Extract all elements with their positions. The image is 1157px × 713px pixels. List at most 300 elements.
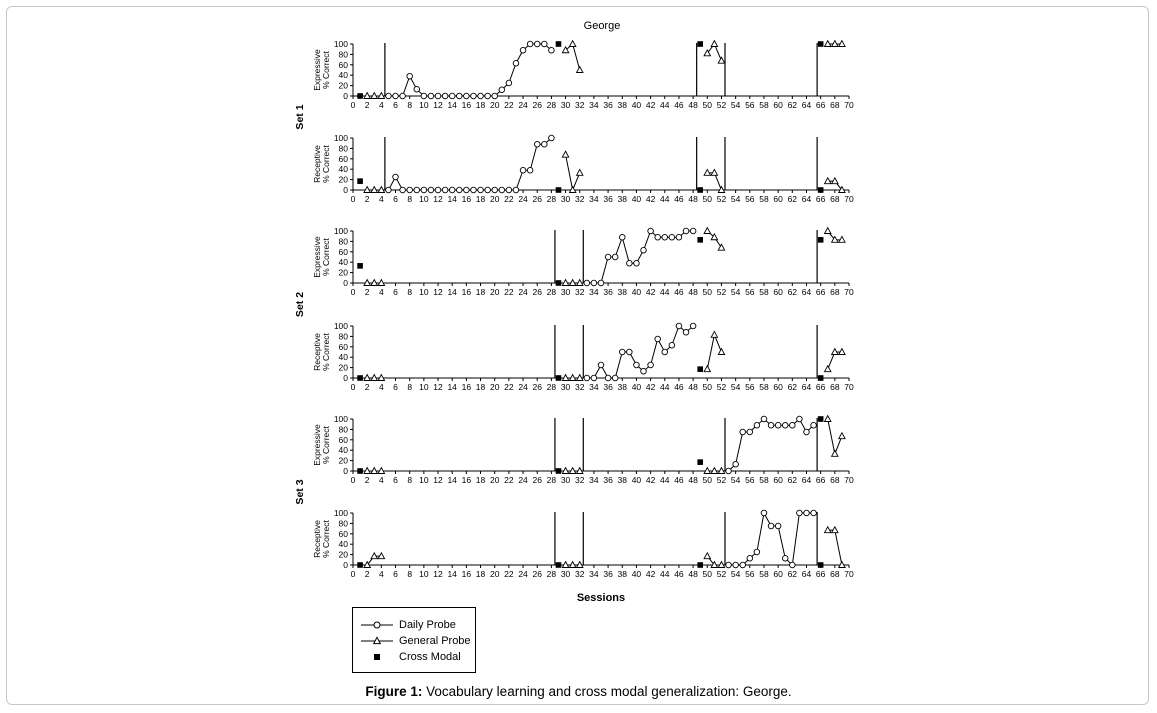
x-tick-label: 34 [589,287,599,297]
x-tick-label: 56 [745,194,755,204]
x-tick-label: 54 [730,194,741,204]
x-tick-label: 40 [631,475,642,485]
daily-probe-point [733,461,739,467]
x-tick-label: 38 [617,382,627,392]
x-tick-label: 24 [518,100,528,110]
cross-modal-point [818,375,824,381]
legend-label: Cross Modal [399,651,461,663]
y-axis-label: Expressive [312,424,322,466]
x-tick-label: 60 [773,475,783,485]
x-tick-label: 32 [575,475,585,485]
x-tick-label: 56 [745,382,755,392]
cross-modal-point [556,187,562,193]
y-tick-label: 40 [338,257,348,268]
daily-probe-point [627,349,633,355]
x-tick-label: 4 [378,382,384,392]
x-tick-label: 62 [787,475,798,485]
daily-probe-point [492,93,498,99]
x-tick-label: 26 [532,475,542,485]
x-tick-label: 68 [830,194,840,204]
cross-modal-point [556,41,562,47]
panel-2 [312,133,854,204]
x-tick-label: 18 [475,569,486,579]
daily-probe-point [584,280,590,286]
x-tick-label: 2 [364,287,370,297]
x-tick-label: 60 [773,382,783,392]
daily-probe-point [747,429,753,435]
daily-probe-point [471,93,477,99]
daily-probe-point [804,429,810,435]
x-tick-label: 30 [560,569,571,579]
x-tick-label: 8 [407,287,413,297]
y-axis-label: % Correct [321,333,331,371]
x-tick-label: 20 [489,194,500,204]
legend-label: General Probe [399,635,471,647]
x-tick-label: 18 [475,475,486,485]
x-tick-label: 70 [844,100,854,110]
x-tick-label: 52 [716,475,727,485]
x-tick-label: 58 [759,569,769,579]
y-tick-label: 20 [338,80,348,91]
x-tick-label: 6 [393,475,398,485]
x-tick-label: 54 [730,287,741,297]
x-tick-label: 10 [419,287,429,297]
daily-probe-point [634,362,640,368]
daily-probe-point [414,86,420,92]
daily-probe-point [534,141,540,147]
panel-3 [312,226,854,297]
x-tick-label: 20 [489,569,500,579]
daily-probe-point [478,187,484,193]
daily-probe-point [485,187,491,193]
y-axis-label: % Correct [321,51,331,89]
x-tick-label: 32 [575,194,585,204]
daily-probe-point [442,93,448,99]
x-tick-label: 18 [475,100,486,110]
general-probe-point [569,41,575,47]
x-tick-label: 38 [617,475,627,485]
x-tick-label: 2 [364,382,370,392]
x-tick-label: 32 [575,569,585,579]
cross-modal-point [357,468,363,474]
daily-probe-point [421,93,427,99]
cross-modal-point [697,237,703,243]
daily-probe-point [676,323,682,329]
x-tick-label: 48 [688,287,698,297]
x-tick-label: 64 [801,287,812,297]
x-tick-label: 56 [745,287,755,297]
cross-modal-point [818,416,824,422]
general-probe-point [839,433,845,439]
x-tick-label: 46 [674,475,684,485]
x-tick-label: 6 [393,569,398,579]
general-probe-point [704,366,710,372]
x-tick-label: 34 [589,100,599,110]
x-tick-label: 26 [532,194,542,204]
x-tick-label: 44 [660,194,670,204]
daily-probe-point [612,375,618,381]
daily-probe-point [790,422,796,428]
daily-probe-point [641,368,647,374]
cross-modal-point [357,178,363,184]
series-line [729,513,814,565]
general-probe-point [577,169,583,175]
daily-probe-point [527,41,533,47]
x-tick-label: 34 [589,194,599,204]
x-tick-label: 10 [419,569,429,579]
daily-probe-point [471,187,477,193]
daily-probe-point [386,93,392,99]
x-tick-label: 22 [504,569,514,579]
x-tick-label: 38 [617,194,627,204]
daily-probe-point [400,93,406,99]
daily-probe-point [513,187,519,193]
x-tick-label: 50 [702,100,713,110]
cross-modal-point [697,562,703,568]
daily-probe-point [456,93,462,99]
x-tick-label: 24 [518,475,528,485]
daily-probe-point [492,187,498,193]
x-tick-label: 20 [489,475,500,485]
daily-probe-point [648,362,654,368]
x-tick-label: 28 [546,475,557,485]
x-tick-label: 58 [759,382,769,392]
x-tick-label: 62 [787,569,798,579]
x-tick-label: 40 [631,100,642,110]
x-tick-label: 62 [787,382,798,392]
daily-probe-point [549,135,555,141]
daily-probe-point [669,234,675,240]
y-tick-label: 80 [338,236,348,247]
x-tick-label: 14 [447,194,457,204]
x-tick-label: 64 [801,100,812,110]
x-tick-label: 0 [350,194,356,204]
x-tick-label: 42 [645,569,656,579]
x-tick-label: 44 [660,100,670,110]
x-tick-label: 66 [815,100,826,110]
x-tick-label: 50 [702,382,713,392]
daily-probe-point [478,93,484,99]
x-tick-label: 12 [433,475,443,485]
x-tick-label: 42 [645,382,656,392]
daily-probe-point [683,329,689,335]
x-tick-label: 46 [674,569,684,579]
y-tick-label: 0 [343,91,348,101]
y-tick-label: 0 [343,373,348,383]
x-tick-label: 68 [830,569,840,579]
y-axis-label: Expressive [312,236,322,278]
cross-modal-point [357,263,363,269]
daily-probe-point [648,228,654,234]
x-tick-label: 26 [532,100,542,110]
daily-probe-point [627,260,633,266]
y-tick-label: 100 [333,226,348,236]
y-tick-label: 40 [338,539,348,550]
series-line [566,44,580,70]
daily-probe-point [775,422,781,428]
daily-probe-point [527,167,533,173]
x-tick-label: 46 [674,194,684,204]
daily-probe-point [747,555,753,561]
daily-probe-point [790,562,796,568]
x-tick-label: 14 [447,382,457,392]
x-tick-label: 24 [518,382,528,392]
x-tick-label: 6 [393,194,398,204]
x-tick-label: 70 [844,194,854,204]
x-tick-label: 10 [419,475,429,485]
y-tick-label: 100 [333,321,348,331]
daily-probe-point [421,187,427,193]
x-tick-label: 8 [407,100,413,110]
cross-modal-point [697,459,703,465]
x-tick-label: 8 [407,382,413,392]
x-tick-label: 34 [589,475,599,485]
x-tick-label: 66 [815,287,826,297]
x-tick-label: 52 [716,287,727,297]
y-axis-label: Expressive [312,49,322,91]
daily-probe-point [542,41,548,47]
daily-probe-point [782,422,788,428]
cross-modal-point [556,468,562,474]
set-label-3: Set 3 [294,479,306,505]
daily-probe-point [612,254,618,260]
x-tick-label: 64 [801,569,812,579]
daily-probe-point [386,187,392,193]
general-probe-point [718,349,724,355]
daily-probe-point [464,93,470,99]
x-tick-label: 66 [815,194,826,204]
daily-probe-point [726,562,732,568]
x-tick-label: 48 [688,382,698,392]
cross-modal-point [697,366,703,372]
x-tick-label: 16 [461,475,472,485]
x-tick-label: 32 [575,100,585,110]
daily-probe-point [662,234,668,240]
x-tick-label: 10 [419,100,429,110]
x-tick-label: 34 [589,382,599,392]
y-tick-label: 40 [338,352,348,363]
y-tick-label: 80 [338,518,348,529]
x-tick-label: 36 [603,194,613,204]
general-probe-point [718,57,724,63]
cross-modal-point [357,93,363,99]
legend-item-general-probe [361,634,471,648]
x-tick-label: 18 [475,194,486,204]
x-tick-label: 28 [546,382,557,392]
x-tick-label: 26 [532,382,542,392]
x-tick-label: 50 [702,194,713,204]
x-tick-label: 48 [688,100,698,110]
x-tick-label: 10 [419,382,429,392]
x-tick-label: 42 [645,287,656,297]
legend [352,607,476,673]
x-tick-label: 42 [645,100,656,110]
daily-probe-point [449,187,455,193]
x-tick-label: 40 [631,569,642,579]
daily-probe-point [534,41,540,47]
x-tick-label: 8 [407,475,413,485]
daily-probe-point [655,234,661,240]
x-tick-label: 70 [844,475,854,485]
series-line [587,326,693,378]
daily-probe-point [733,562,739,568]
daily-probe-point [605,254,611,260]
daily-probe-point [584,375,590,381]
caption-label: Figure 1: [365,684,423,699]
x-tick-label: 16 [461,382,472,392]
x-tick-label: 68 [830,287,840,297]
daily-probe-point [669,342,675,348]
x-tick-label: 24 [518,287,528,297]
x-tick-label: 52 [716,194,727,204]
x-tick-label: 26 [532,287,542,297]
daily-probe-point [499,187,505,193]
x-tick-label: 30 [560,100,571,110]
daily-probe-point [782,555,788,561]
daily-probe-point [464,187,470,193]
daily-probe-point [662,349,668,355]
x-tick-label: 50 [702,475,713,485]
x-tick-label: 40 [631,194,642,204]
x-tick-label: 68 [830,382,840,392]
daily-probe-point [768,422,774,428]
x-tick-label: 36 [603,100,613,110]
x-tick-label: 16 [461,569,472,579]
x-tick-label: 44 [660,382,670,392]
y-tick-label: 80 [338,143,348,154]
x-tick-label: 54 [730,475,741,485]
x-tick-label: 70 [844,287,854,297]
x-tick-label: 4 [378,475,384,485]
x-tick-label: 36 [603,287,613,297]
x-tick-label: 62 [787,287,798,297]
x-tick-label: 0 [350,382,356,392]
series-line [388,44,551,96]
daily-probe-point [442,187,448,193]
cross-modal-point [818,187,824,193]
x-tick-label: 6 [393,287,398,297]
x-tick-label: 56 [745,569,755,579]
x-tick-label: 2 [364,100,370,110]
daily-probe-point [811,510,817,516]
general-probe-point [577,67,583,73]
x-tick-label: 48 [688,475,698,485]
x-tick-label: 42 [645,194,656,204]
y-tick-label: 20 [338,267,348,278]
x-tick-label: 58 [759,475,769,485]
legend-item-daily-probe [361,618,456,632]
triangle-marker-icon [361,635,393,647]
x-tick-label: 66 [815,569,826,579]
daily-probe-point [393,93,399,99]
x-tick-label: 4 [378,569,384,579]
daily-probe-point [754,422,760,428]
legend-item-cross-modal [361,650,461,664]
general-probe-point [832,450,838,456]
daily-probe-point [407,187,413,193]
y-tick-label: 60 [338,59,348,70]
y-tick-label: 40 [338,70,348,81]
y-tick-label: 80 [338,49,348,60]
x-tick-label: 48 [688,194,698,204]
y-axis-label: Receptive [312,520,322,558]
daily-probe-point [740,562,746,568]
x-tick-label: 50 [702,569,713,579]
x-tick-label: 54 [730,382,741,392]
panel-6 [312,508,854,579]
x-tick-label: 60 [773,569,783,579]
daily-probe-point [740,429,746,435]
y-tick-label: 60 [338,246,348,257]
chart-panels [312,39,854,579]
general-probe-point [711,41,717,47]
x-tick-label: 56 [745,475,755,485]
x-tick-label: 54 [730,100,741,110]
x-tick-label: 62 [787,194,798,204]
x-tick-label: 22 [504,475,514,485]
x-tick-label: 32 [575,287,585,297]
x-tick-label: 58 [759,287,769,297]
x-tick-label: 22 [504,100,514,110]
x-tick-label: 62 [787,100,798,110]
x-tick-label: 56 [745,100,755,110]
y-tick-label: 0 [343,278,348,288]
square-marker-icon [361,651,393,663]
y-tick-label: 20 [338,174,348,185]
x-tick-label: 24 [518,194,528,204]
daily-probe-point [549,47,555,53]
x-tick-label: 50 [702,287,713,297]
daily-probe-point [683,228,689,234]
figure-caption [0,684,1157,699]
x-tick-label: 34 [589,569,599,579]
daily-probe-point [407,73,413,79]
x-tick-label: 52 [716,382,727,392]
x-tick-label: 52 [716,100,727,110]
x-tick-label: 70 [844,382,854,392]
x-tick-label: 66 [815,382,826,392]
general-probe-point [562,151,568,157]
daily-probe-point [506,187,512,193]
y-axis-label: % Correct [321,238,331,276]
x-tick-label: 24 [518,569,528,579]
caption-text: Vocabulary learning and cross modal generalization: George. [426,684,792,699]
x-tick-label: 32 [575,382,585,392]
x-tick-label: 42 [645,475,656,485]
x-tick-label: 2 [364,475,370,485]
x-tick-label: 2 [364,569,370,579]
x-tick-label: 44 [660,569,670,579]
x-tick-label: 28 [546,287,557,297]
general-probe-point [825,416,831,422]
general-probe-point [704,553,710,559]
x-tick-label: 70 [844,569,854,579]
y-tick-label: 100 [333,133,348,143]
y-tick-label: 40 [338,445,348,456]
x-tick-label: 36 [603,382,613,392]
daily-probe-point [690,228,696,234]
x-tick-label: 22 [504,287,514,297]
y-tick-label: 100 [333,414,348,424]
daily-probe-point [435,187,441,193]
cross-modal-point [818,237,824,243]
y-axis-label: % Correct [321,520,331,558]
y-tick-label: 40 [338,164,348,175]
y-tick-label: 80 [338,424,348,435]
x-tick-label: 16 [461,100,472,110]
x-tick-label: 18 [475,287,486,297]
daily-probe-point [591,280,597,286]
